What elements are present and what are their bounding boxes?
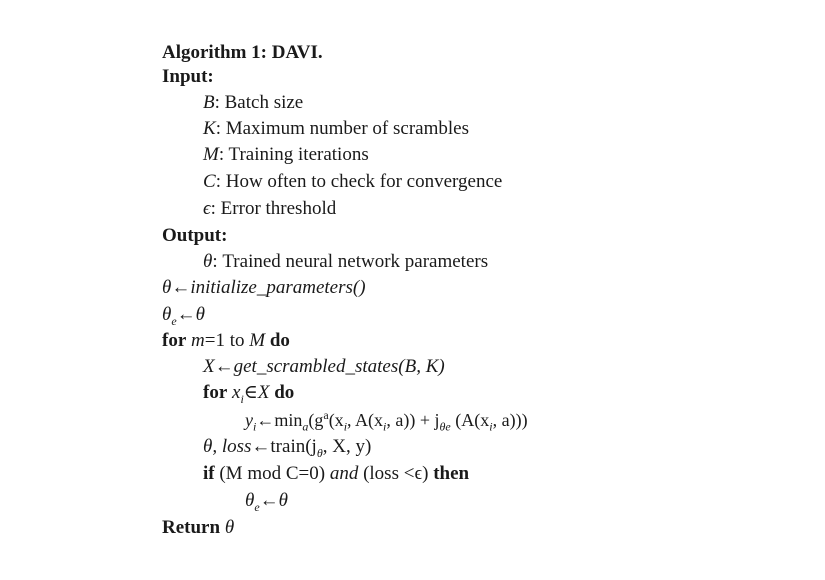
- output-label: Output:: [162, 225, 228, 246]
- cost-sup: a: [323, 408, 329, 422]
- return-value: θ: [224, 517, 235, 538]
- target-expr6: , a))): [492, 410, 528, 430]
- target-expr2: (x: [328, 410, 344, 430]
- step-copy-params: [162, 304, 205, 326]
- step-inner-loop: [203, 382, 294, 404]
- x-sub: i: [489, 419, 493, 434]
- states-rhs: get_scrambled_states(B, K): [233, 356, 445, 377]
- input-label: Input:: [162, 66, 214, 87]
- loop-end: M: [249, 330, 266, 351]
- target-lhs: y: [245, 410, 253, 430]
- init-rhs: initialize_parameters(): [190, 277, 366, 298]
- input-description: : Error threshold: [210, 198, 337, 219]
- input-description: : Maximum number of scrambles: [215, 118, 469, 139]
- input-error-threshold: [203, 198, 336, 220]
- algorithm-title: Algorithm 1: DAVI.: [162, 42, 323, 63]
- target-expr5: (A(x: [450, 410, 490, 430]
- train-rhs: train(j: [270, 436, 317, 457]
- train-lhs: θ, loss: [203, 436, 252, 457]
- output-symbol: θ: [203, 251, 213, 272]
- input-symbol: ϵ: [203, 198, 211, 219]
- min-operator: min: [274, 410, 303, 430]
- for-keyword: for: [162, 330, 187, 351]
- and-keyword: and: [329, 463, 359, 484]
- target-lhs-sub: i: [253, 419, 257, 434]
- input-symbol: C: [203, 171, 216, 192]
- input-description: : How often to check for convergence: [215, 171, 503, 192]
- input-symbol: K: [203, 118, 216, 139]
- min-sub: a: [302, 419, 309, 434]
- assign-arrow: ←: [259, 490, 279, 511]
- input-convergence-check: [203, 171, 502, 193]
- inner-loop-sub: i: [240, 391, 244, 406]
- step-outer-loop: [162, 330, 290, 352]
- assign-arrow: ←: [171, 277, 191, 298]
- output-description: : Trained neural network parameters: [212, 251, 489, 272]
- train-rhs2: , X, y): [322, 436, 372, 457]
- step-train: [203, 436, 371, 458]
- input-training-iterations: [203, 144, 369, 166]
- input-symbol: B: [203, 92, 215, 113]
- input-symbol: M: [203, 144, 219, 165]
- target-expr3: , A(x: [347, 410, 384, 430]
- step-initialize: [162, 277, 366, 299]
- loop-variable: m: [191, 330, 205, 351]
- output-parameters: [203, 251, 488, 273]
- assign-arrow: ←: [256, 410, 275, 430]
- train-sub: θ: [316, 445, 323, 460]
- x-sub: i: [343, 419, 348, 434]
- return-keyword: Return: [162, 517, 221, 538]
- update-rhs: θ: [278, 490, 289, 511]
- update-lhs: θ: [245, 490, 255, 511]
- if-condition-1: (M mod C=0): [219, 463, 326, 484]
- step-return: [162, 517, 234, 539]
- init-lhs: θ: [162, 277, 172, 298]
- assign-arrow: ←: [176, 304, 196, 325]
- if-keyword: if: [203, 463, 215, 484]
- assign-arrow: ←: [214, 356, 234, 377]
- step-target-value: [245, 408, 528, 434]
- step-convergence-check: [203, 463, 469, 485]
- loop-range: =1 to: [204, 330, 245, 351]
- x-sub: i: [383, 419, 387, 434]
- target-expr4: , a)) + j: [386, 410, 440, 430]
- target-expr: (g: [308, 410, 324, 430]
- then-keyword: then: [433, 463, 470, 484]
- assign-arrow: ←: [251, 436, 271, 457]
- inner-loop-variable: x: [232, 382, 241, 403]
- do-keyword: do: [269, 330, 290, 351]
- update-lhs-sub: e: [254, 499, 260, 514]
- do-keyword: do: [274, 382, 295, 403]
- step-update-params: [245, 490, 288, 512]
- inner-loop-set: ∈X: [243, 382, 270, 403]
- copy-rhs: θ: [195, 304, 206, 325]
- if-condition-2: (loss <ϵ): [363, 463, 429, 484]
- copy-lhs-sub: e: [171, 313, 177, 328]
- step-get-states: [203, 356, 445, 378]
- for-keyword: for: [203, 382, 228, 403]
- j-sub: θe: [439, 419, 451, 434]
- input-description: : Training iterations: [218, 144, 369, 165]
- input-description: : Batch size: [214, 92, 304, 113]
- copy-lhs: θ: [162, 304, 172, 325]
- input-max-scrambles: [203, 118, 469, 140]
- states-lhs: X: [203, 356, 215, 377]
- input-batch-size: [203, 92, 303, 114]
